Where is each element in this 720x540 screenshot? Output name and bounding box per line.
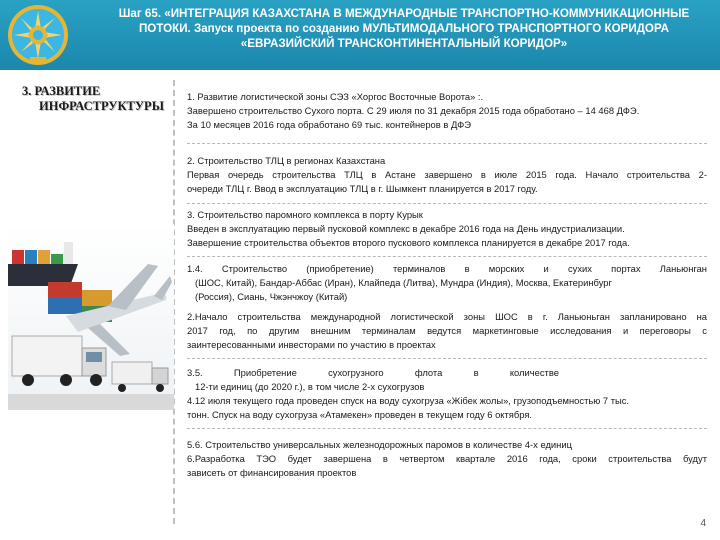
section-title: 1.4. Строительство (приобретение) терминалов в морских и сухих портах Ланьюнган [187,263,707,274]
section-separator [187,203,707,204]
slide-title [96,6,712,51]
section-separator [187,358,707,359]
section-text: 2017 год, по другим внешним терминалам ведутся маркетинговые исследования и переговоры с [187,325,707,336]
kazakhstan-emblem-icon [6,3,70,67]
section-block [187,438,707,480]
section-text: очереди ТЛЦ г. Ввод в эксплуатацию ТЛЦ в г. Шымкент планируется в 2017 году. [187,183,538,194]
section-title: 3.5. Приобретение сухогрузного флота в количестве [187,367,559,378]
section-separator [187,428,707,429]
section-block [187,90,707,132]
slide-title-line: Шаг 65. «ИНТЕГРАЦИЯ КАЗАХСТАНА В МЕЖДУНАРОДНЫЕ ТРАНСПОРТНО-КОММУНИКАЦИОННЫЕ [118,7,690,20]
section-heading-line: 3. РАЗВИТИЕ [22,84,101,98]
section-title: 12-ти единиц (до 2020 г.), в том числе 2-х сухогрузов [195,381,425,392]
section-text: 4.12 июля текущего года проведен спуск на воду сухогруза «Жібек жолы», грузоподъемностью 7 тыс. [187,395,630,406]
section-title: 1. Развитие логистической зоны СЭЗ «Хоргос Восточные Ворота» :. [187,91,484,102]
slide-title-line: ПОТОКИ. Запуск проекта по созданию МУЛЬТИМОДАЛЬНОГО ТРАНСПОРТНОГО КОРИДОРА [138,22,670,35]
section-text: Завершено строительство Сухого порта. С 29 июля по 31 декабря 2015 года обработано – 14 468 ДФЭ. [187,105,640,116]
slide-title-line: «ЕВРАЗИЙСКИЙ ТРАНСКОНТИНЕНТАЛЬНЫЙ КОРИДОР» [240,37,568,50]
section-text: Завершение строительства объектов второго пускового комплекса планируется в декабре 2017 года. [187,237,630,248]
section-text: Введен в эксплуатацию первый пусковой комплекс в декабре 2016 года на День индустриализации. [187,223,625,234]
logistics-illustration [8,224,174,410]
section-block [187,366,707,422]
section-text: 6.Разработка ТЭО будет завершена в четвертом квартале 2016 года, сроки строительства будут [187,453,707,464]
page-number: 4 [700,518,706,529]
section-text: 2.Начало строительства международной логистической зоны ШОС в г. Ланьюньган запланировано на [187,311,707,322]
section-heading-line: ИНФРАСТРУКТУРЫ [39,99,164,113]
section-text: заинтересованными инвесторами по участию в проектах [187,339,436,350]
section-separator [187,143,707,144]
section-text: За 10 месяцев 2016 года обработано 69 тыс. контейнеров в ДФЭ [187,119,471,130]
section-block [187,208,707,250]
section-separator [187,256,707,257]
section-title: (ШОС, Китай), Бандар-Аббас (Иран), Клайпеда (Литва), Мундра (Индия), Москва, Екатеринбург [195,277,612,288]
section-title: 3. Строительство паромного комплекса в порту Курык [187,209,423,220]
section-text: тонн. Спуск на воду сухогруза «Атамекен» проведен в текущем году 6 октября. [187,409,533,420]
section-text: Первая очередь строительства ТЛЦ в Астане завершено в июле 2015 года. Начало строительства 2- [187,169,707,180]
section-block [187,262,707,352]
section-title: 2. Строительство ТЛЦ в регионах Казахстана [187,155,386,166]
section-text: зависеть от финансирования проектов [187,467,357,478]
section-title: (Россия), Сиань, Чжэнчжоу (Китай) [195,291,348,302]
section-title: 5.6. Строительство универсальных железнодорожных паромов в количестве 4-х единиц [187,439,572,450]
section-heading [22,84,172,114]
section-block [187,154,707,196]
